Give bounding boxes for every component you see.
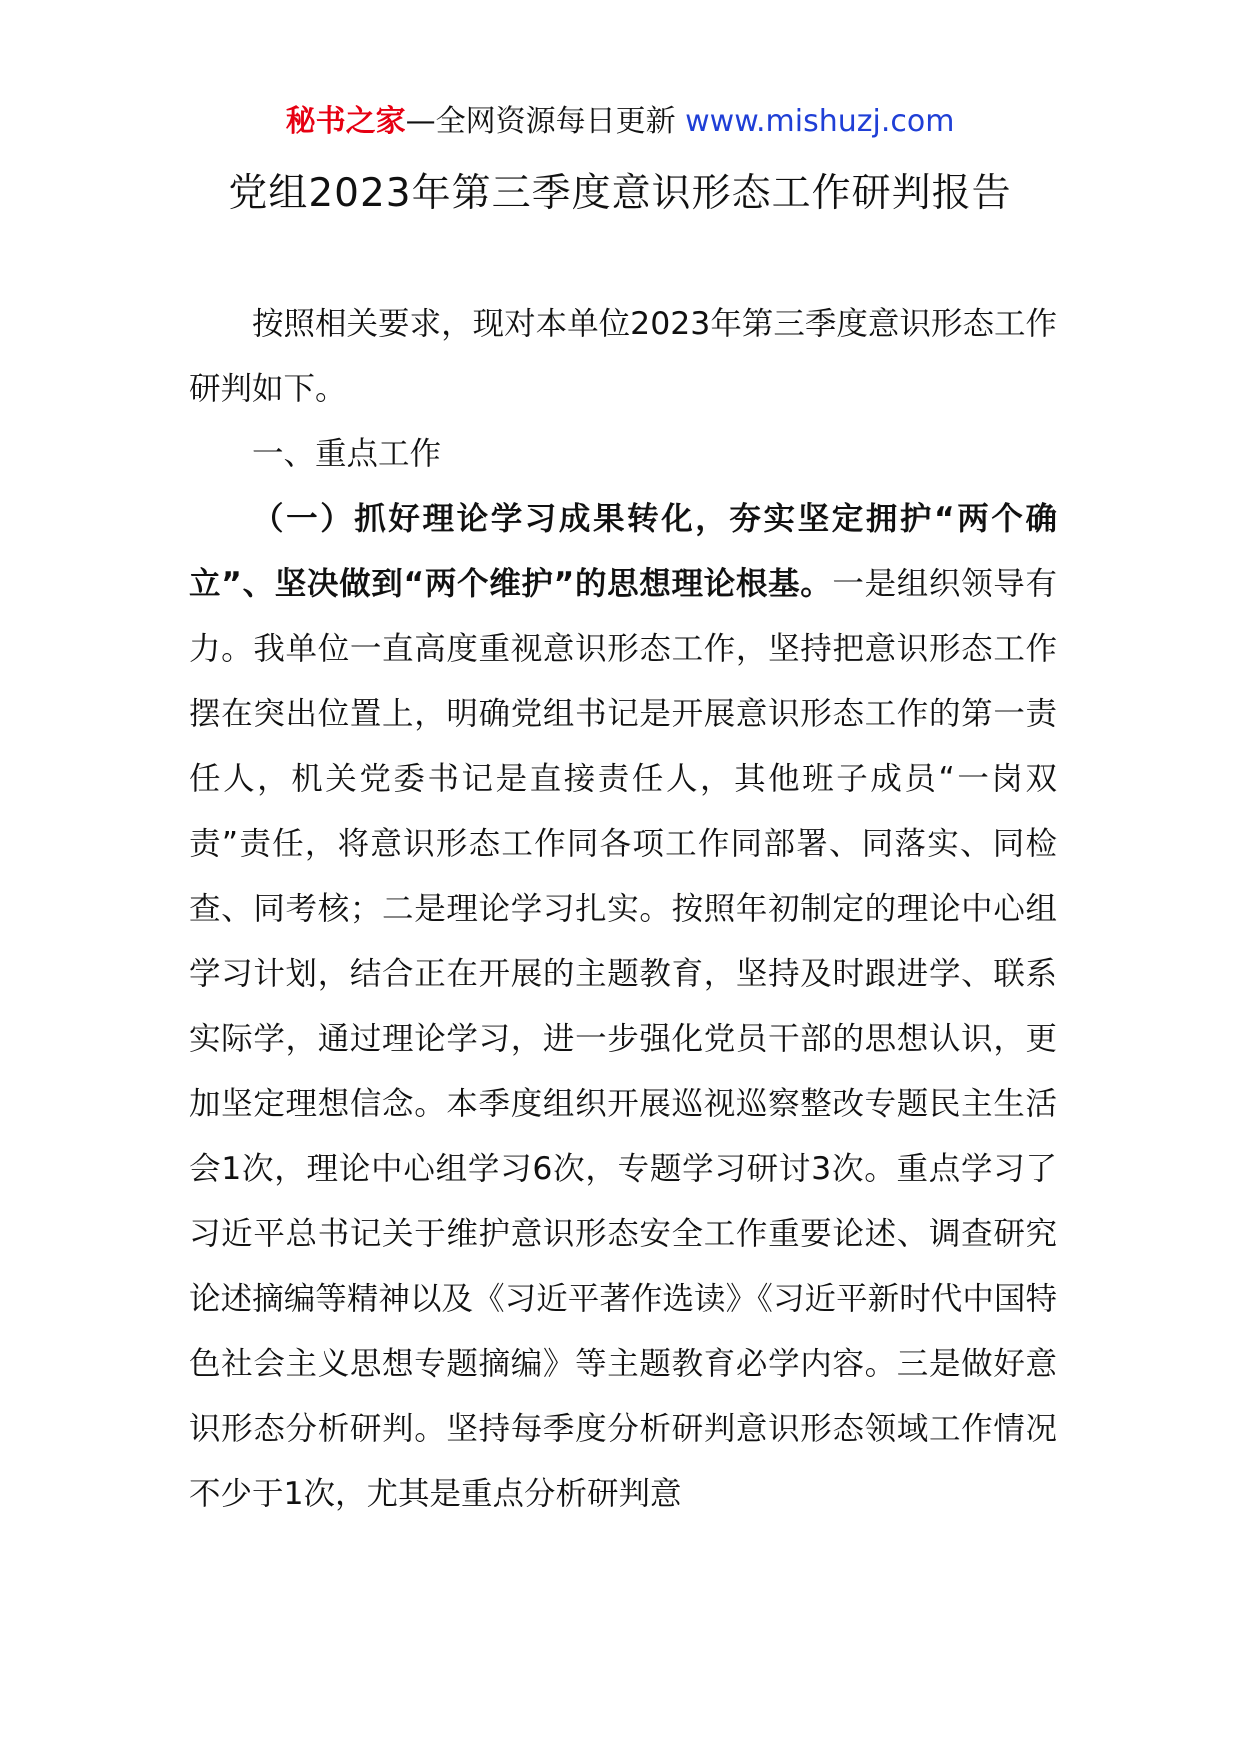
subsection-paragraph — [189, 487, 1057, 1527]
brand-name: 秘书之家 — [285, 104, 406, 139]
subsection-body: 一是组织领导有力。我单位一直高度重视意识形态工作，坚持把意识形态工作摆在突出位置上，明确党组书记是开展意识形态工作的第一责任人，机关党委书记是直接责任人，其他班子成员“一岗双责”责任，将意识形态工作同各项工作同部署、同落实、同检查、同考核；二是理论学习扎实。按照年初制定的理论中心组学习计划，结合正在开展的主题教育，坚持及时跟进学、联系实际学，通过理论学习，进一步强化党员干部的思想认识，更加坚定理想信念。本季度组织开展巡视巡察整改专题民主生活会1次，理论中心组学习6次，专题学习研讨3次。重点学习了习近平总书记关于维护意识形态安全工作重要论述、调查研究论述摘编等精神以及《习近平著作选读》《习近平新时代中国特色社会主义思想专题摘编》等主题教育必学内容。三是做好意识形态分析研判。坚持每季度分析研判意识形态领域工作情况不少于1次，尤其是重点分析研判意 — [189, 566, 1057, 1512]
intro-paragraph: 按照相关要求，现对本单位2023年第三季度意识形态工作研判如下。 — [189, 306, 1057, 407]
site-url-link[interactable]: www.mishuzj.com — [685, 104, 955, 139]
document-title: 党组2023年第三季度意识形态工作研判报告 — [228, 171, 1012, 216]
site-header — [0, 100, 1240, 144]
subsection-heading: （一）抓好理论学习成果转化，夯实坚定拥护“两个确立”、坚决做到“两个维护”的思想理论根基。 — [189, 501, 1057, 602]
section-heading: 一、重点工作 — [252, 436, 442, 472]
document-body — [189, 292, 1057, 1527]
header-tagline: —全网资源每日更新 — [405, 104, 686, 139]
